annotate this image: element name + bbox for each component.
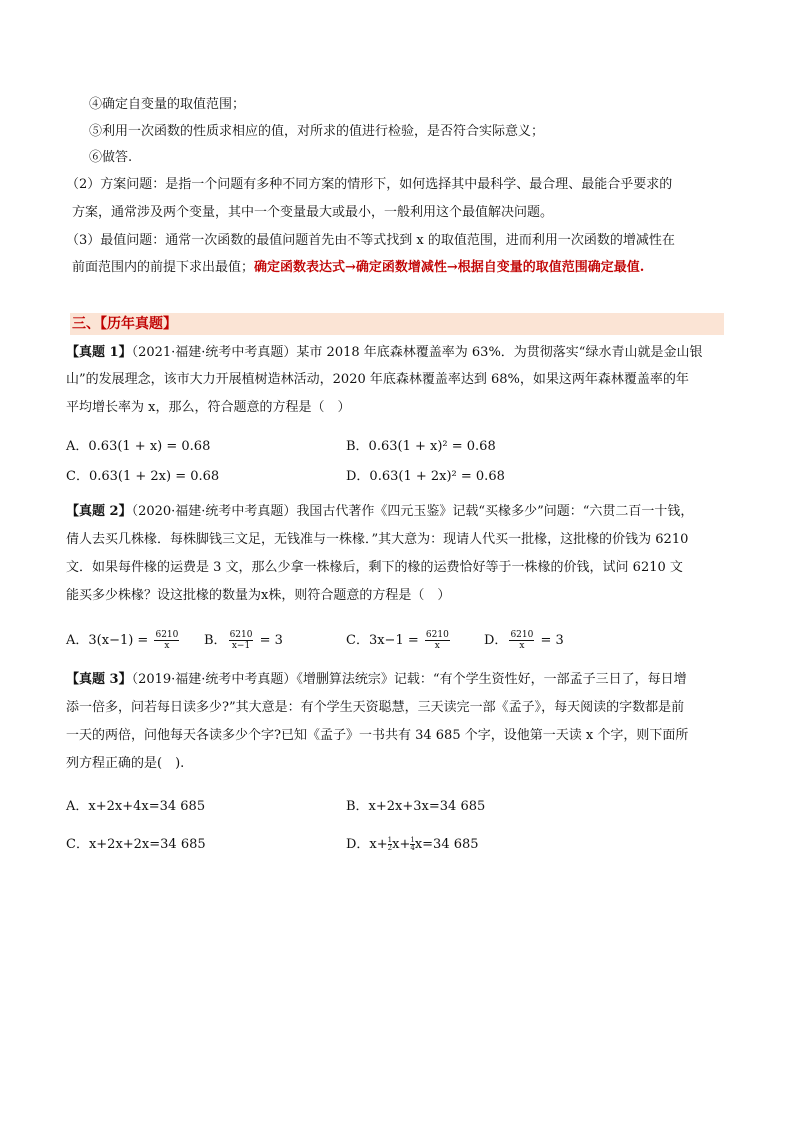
question-1-line-3: 平均增长率为 x，那么，符合题意的方程是（ ） [66,400,351,415]
fraction-denominator: x [434,641,440,651]
question-1-option-c[interactable]: C．0.63(1 + 2x) = 0.68 [66,469,220,484]
question-2-stem: （2020·福建·统考中考真题）我国古代著作《四元玉鉴》记载“买椽多少”问题：“六贯二百一十钱， [131,504,694,519]
question-3-label: 【真题 3】 [66,672,132,687]
fraction-numerator: 6210 [229,630,253,640]
question-2-option-a-fraction [154,630,179,651]
question-2-line-4: 能买多少株椽？设这批椽的数量为x株，则符合题意的方程是（ ） [66,588,451,603]
fraction-numerator: 6210 [425,630,449,640]
question-2-option-c-fraction [425,630,450,651]
fraction-denominator: 4 [410,844,415,852]
fraction-numerator: 1 [387,836,393,844]
question-2-option-b-rhs: = 3 [259,633,283,648]
question-2-option-a-text: A．3(x−1) = [66,633,149,648]
question-1-option-a[interactable]: A．0.63(1 + x) = 0.68 [66,439,211,454]
question-2-option-c[interactable] [346,630,452,651]
question-1-option-d[interactable]: D．0.63(1 + 2x)² = 0.68 [346,469,505,484]
question-3-option-d[interactable] [346,835,479,855]
question-3-option-c[interactable]: C．x+2x+2x=34 685 [66,837,206,852]
question-3-option-d-suffix: x=34 685 [414,837,479,852]
question-2-option-b-text: B． [204,633,227,648]
question-3-line-4: 列方程正确的是( ). [66,756,185,771]
extremum-plain-text: 前面范围内的前提下求出最值； [72,260,255,275]
question-3-option-b[interactable]: B．x+2x+3x=34 685 [346,799,486,814]
step-5-text: ⑤利用一次函数的性质求相应的值，对所求的值进行检验，是否符合实际意义； [89,124,545,139]
plan-problem-line-1: （2）方案问题：是指一个问题有多种不同方案的情形下，如何选择其中最科学、最合理、最能合乎要求的 [66,177,673,192]
fraction-denominator: x [164,641,170,651]
question-2-option-d-text: D． [484,633,508,648]
question-3-line-1 [66,670,687,690]
question-2-option-a[interactable] [66,630,181,651]
question-2-line-1 [66,502,693,522]
fraction-numerator: 1 [410,836,415,844]
fraction-denominator: x−1 [231,641,251,651]
question-2-label: 【真题 2】 [66,504,132,519]
question-2-line-3: 文．如果每件椽的运费是 3 文，那么少拿一株椽后，剩下的椽的运费恰好等于一株椽的价钱，试问 6210 文 [66,560,683,575]
plan-problem-line-2: 方案，通常涉及两个变量，其中一个变量最大或最小，一般利用这个最值解决问题。 [72,205,554,220]
extremum-problem-line-1: （3）最值问题：通常一次函数的最值问题首先由不等式找到 x 的取值范围，进而利用一次函数的增减性在 [66,233,675,248]
question-1-line-2: 山”的发展理念，该市大力开展植树造林活动，2020 年底森林覆盖率达到 68%，如果这两年森林覆盖率的年 [66,372,689,387]
question-3-option-a[interactable]: A．x+2x+4x=34 685 [66,799,206,814]
fraction-denominator: x [519,641,525,651]
fraction-numerator: 6210 [155,630,179,640]
extremum-problem-line-2 [72,258,644,278]
question-2-option-d[interactable] [484,630,564,651]
question-3-line-3: 一天的两倍，问他每天各读多少个字?已知《孟子》一书共有 34 685 个字，设他第一天读 x 个字，则下面所 [66,728,689,743]
question-3-line-2: 添一倍多，问若每日读多少?”其大意是：有个学生天资聪慧，三天读完一部《孟子》，每天阅读的字数都是前 [66,700,685,715]
question-1-line-1 [66,343,702,363]
question-2-line-2: 倩人去买几株椽．每株脚钱三文足，无钱准与一株椽．”其大意为：现请人代买一批椽，这批椽的价钱为 6210 [66,532,689,547]
question-2-option-b[interactable] [204,630,283,651]
section-heading: 三、【历年真题】 [72,316,177,332]
step-4-text: ④确定自变量的取值范围； [89,97,246,112]
question-1-option-b[interactable]: B．0.63(1 + x)² = 0.68 [346,439,496,454]
question-3-option-d-prefix: D．x+ [346,837,388,852]
question-2-option-c-text: C．3x−1 = [346,633,419,648]
question-3-stem: （2019·福建·统考中考真题）《增删算法统宗》记载：“有个学生资性好，一部孟子三日了，每日增 [131,672,687,687]
question-2-option-d-rhs: = 3 [540,633,564,648]
question-1-label: 【真题 1】 [66,345,132,360]
step-6-text: ⑥做答. [89,150,133,165]
question-1-stem: （2021·福建·统考中考真题）某市 2018 年底森林覆盖率为 63%．为贯彻落实“绿水青山就是金山银 [131,345,703,360]
fraction-numerator: 6210 [510,630,534,640]
question-2-option-b-fraction [229,630,254,651]
question-3-option-d-middle: x+ [392,837,411,852]
fraction-denominator: 2 [387,844,393,852]
question-2-option-d-fraction [509,630,534,651]
extremum-method-highlight: 确定函数表达式→确定函数增减性→根据自变量的取值范围确定最值. [254,260,645,275]
